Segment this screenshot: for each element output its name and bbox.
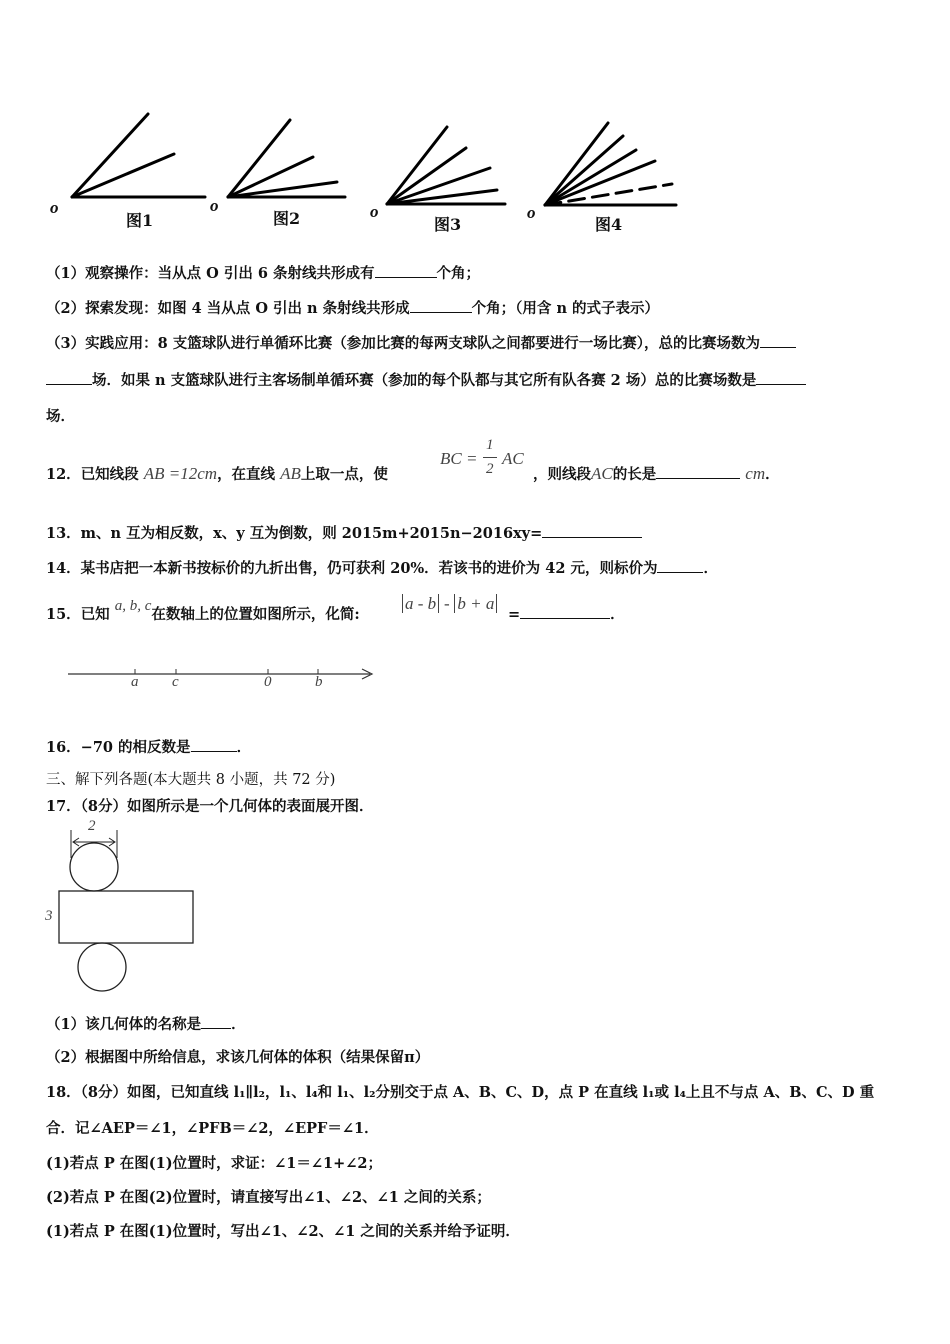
q11-part3: （3）实践应用：8 支篮球队进行单循环比赛（参加比赛的每两支球队之间都要进行一场比赛），总的比赛场数为 [46, 332, 796, 353]
question-18-line2: 合．记∠AEP＝∠1，∠PFB＝∠2，∠EPF＝∠1． [46, 1120, 379, 1137]
question-16: 16．−70 的相反数是 ． [46, 739, 252, 756]
section-3-title: 三、解下列各题(本大题共 8 小题，共 72 分) [46, 772, 336, 788]
fig3-origin: o [370, 202, 379, 221]
fig4-ray-b [545, 136, 623, 205]
question-18-part2: (2)若点 P 在图(2)位置时，请直接写出∠1、∠2、∠1 之间的关系； [46, 1189, 491, 1206]
question-17-title: 17．（8分）如图所示是一个几何体的表面展开图． [46, 798, 374, 815]
top-circle [70, 843, 118, 891]
fig1-origin: o [50, 198, 59, 217]
q11-part3-cont: 场．如果 n 支篮球队进行主客场制单循环赛（参加的每个队都与其它所有队各赛 2 场）总的比赛场数是 [46, 369, 806, 390]
fig1-label: 图1 [126, 211, 154, 230]
q17-part1: （1）该几何体的名称是 ． [46, 1016, 246, 1033]
axis-label-0: 0 [264, 674, 272, 690]
fig1-ray-b [72, 154, 174, 197]
q11-part3-end: 场． [46, 408, 75, 425]
question-12-end: ，则线段AC的长是 cm． [533, 464, 780, 483]
fig3-label: 图3 [434, 215, 462, 234]
net-diagram [44, 818, 204, 998]
number-line [60, 660, 390, 700]
question-13: 13．m、n 互为相反数，x、y 互为倒数，则 2015m+2015n−2016xy= [46, 522, 642, 543]
q17-part2: （2）根据图中所给信息，求该几何体的体积（结果保留π） [46, 1049, 430, 1066]
dim-left-label: 3 [45, 908, 53, 924]
q11-part1: （1）观察操作：当从点 O 引出 6 条射线共形成有 个角； [46, 265, 480, 282]
q11-part2: （2）探索发现：如图 4 当从点 O 引出 n 条射线共形成 个角；（用含 n 的式子表示） [46, 300, 660, 317]
question-18-part3: (1)若点 P 在图(1)位置时，写出∠1、∠2、∠1 之间的关系并给予证明． [46, 1223, 520, 1240]
question-14: 14．某书店把一本新书按标价的九折出售，仍可获利 20%．若该书的进价为 42 元，则标价为 ． [46, 560, 718, 577]
fig1-ray-a [72, 114, 148, 197]
q15-answer: = ． [508, 606, 625, 623]
question-18-line1: 18．（8分）如图，已知直线 l₁∥l₂，l₁、l₄和 l₁、l₂分别交于点 A、B、C、D，点 P 在直线 l₁或 l₄上且不与点 A、B、C、D 重 [46, 1084, 875, 1101]
fig2-origin: o [210, 196, 219, 215]
question-18-part1: (1)若点 P 在图(1)位置时，求证：∠1＝∠1+∠2； [46, 1155, 382, 1172]
q15-expression: a - b - b + a [402, 594, 497, 614]
dim-top-label: 2 [88, 818, 96, 834]
fig4-label: 图4 [595, 215, 623, 234]
question-15: 15．已知 a, b, c在数轴上的位置如图所示，化简: [46, 598, 360, 623]
side-rectangle [59, 891, 193, 943]
axis-label-b: b [315, 674, 323, 690]
fig4-ray-c [545, 150, 636, 205]
fig2-ray-a [228, 120, 290, 197]
fig4-origin: o [527, 203, 536, 222]
axis-label-a: a [131, 674, 139, 690]
bottom-circle [78, 943, 126, 991]
question-12: 12．已知线段 AB =12cm，在直线 AB上取一点，使 [46, 464, 388, 483]
axis-label-c: c [172, 674, 179, 690]
fig2-label: 图2 [273, 209, 301, 228]
